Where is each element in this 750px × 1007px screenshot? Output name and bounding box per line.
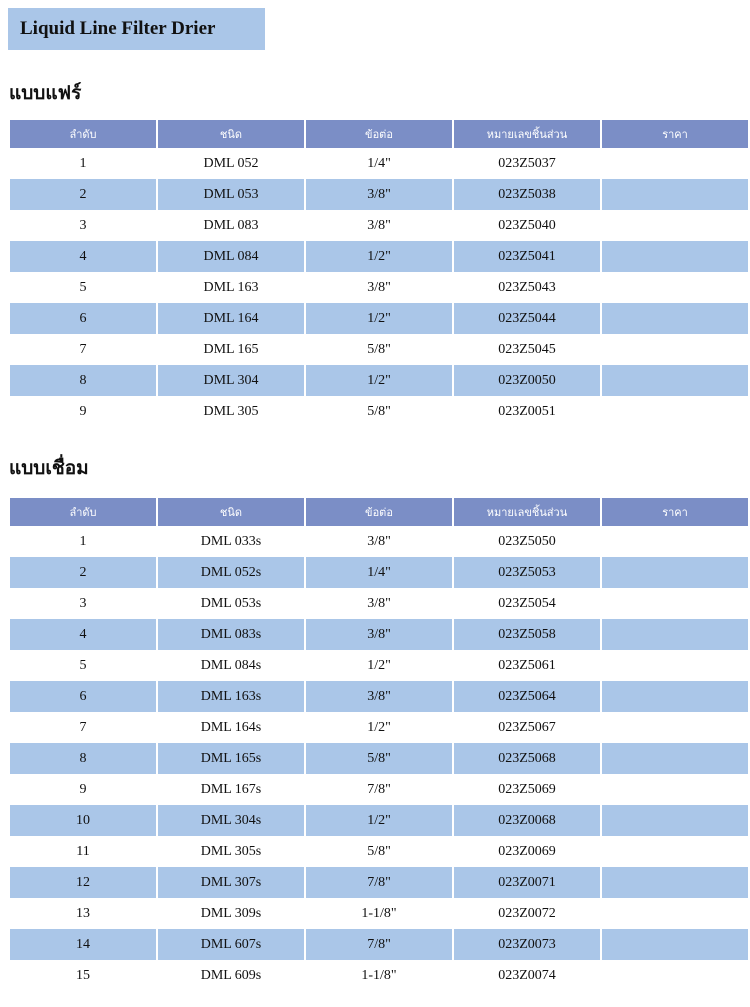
cell-part-number: 023Z0071 xyxy=(454,867,600,898)
cell-connection: 1/4" xyxy=(367,155,391,171)
cell-connection: 7/8" xyxy=(306,867,452,898)
cell-type: DML 163s xyxy=(158,681,304,712)
table-row xyxy=(10,241,748,272)
table-row xyxy=(10,148,748,179)
cell-order: 13 xyxy=(76,905,90,921)
cell-order: 4 xyxy=(10,619,156,650)
cell-connection: 3/8" xyxy=(306,619,452,650)
table-row xyxy=(10,526,748,557)
table-row xyxy=(10,619,748,650)
cell-order: 12 xyxy=(10,867,156,898)
cell-part-number: 023Z5054 xyxy=(498,595,556,611)
cell-connection: 1/2" xyxy=(306,365,452,396)
table-header-row xyxy=(10,120,748,148)
cell-order: 14 xyxy=(10,929,156,960)
col-header-order: ลำดับ xyxy=(10,120,156,148)
cell-type: DML 309s xyxy=(200,905,262,921)
cell-connection: 1/2" xyxy=(306,241,452,272)
table-row xyxy=(10,210,748,241)
col-header-part-number: หมายเลขชิ้นส่วน xyxy=(454,498,600,526)
cell-part-number: 023Z5067 xyxy=(498,719,556,735)
table-row xyxy=(10,898,748,929)
cell-order: 8 xyxy=(10,743,156,774)
cell-type: DML 163 xyxy=(203,279,259,295)
col-header-connection: ข้อต่อ xyxy=(306,498,452,526)
cell-part-number: 023Z5053 xyxy=(454,557,600,588)
cell-connection: 1/2" xyxy=(367,657,391,673)
cell-type: DML 084s xyxy=(200,657,262,673)
cell-type: DML 609s xyxy=(200,967,262,983)
cell-order: 9 xyxy=(79,781,87,797)
cell-part-number: 023Z5041 xyxy=(454,241,600,272)
table-header-row xyxy=(10,498,748,526)
table-row xyxy=(10,588,748,619)
cell-connection: 1/2" xyxy=(367,719,391,735)
col-header-price: ราคา xyxy=(602,120,748,148)
cell-connection: 1/2" xyxy=(306,805,452,836)
table-row xyxy=(10,743,748,774)
col-header-price: ราคา xyxy=(602,498,748,526)
cell-part-number: 023Z0073 xyxy=(454,929,600,960)
cell-connection: 5/8" xyxy=(306,743,452,774)
cell-type: DML 304s xyxy=(158,805,304,836)
table-row xyxy=(10,929,748,960)
cell-connection: 1-1/8" xyxy=(361,905,397,921)
cell-price xyxy=(602,929,748,960)
cell-type: DML 052s xyxy=(158,557,304,588)
cell-type: DML 053 xyxy=(158,179,304,210)
cell-price xyxy=(602,179,748,210)
col-header-order: ลำดับ xyxy=(10,498,156,526)
cell-part-number: 023Z5061 xyxy=(498,657,556,673)
table-row xyxy=(10,960,748,991)
cell-price xyxy=(602,557,748,588)
cell-price xyxy=(602,210,748,241)
cell-price xyxy=(602,148,748,179)
cell-part-number: 023Z5064 xyxy=(454,681,600,712)
table-row xyxy=(10,557,748,588)
cell-order: 6 xyxy=(10,303,156,334)
cell-order: 1 xyxy=(79,155,87,171)
table-row xyxy=(10,712,748,743)
cell-price xyxy=(602,960,748,991)
cell-price xyxy=(602,681,748,712)
cell-price xyxy=(602,650,748,681)
cell-price xyxy=(602,303,748,334)
cell-connection: 5/8" xyxy=(367,403,391,419)
cell-price xyxy=(602,334,748,365)
cell-order: 11 xyxy=(76,843,90,859)
cell-price xyxy=(602,396,748,427)
cell-part-number: 023Z0074 xyxy=(498,967,556,983)
table-row xyxy=(10,805,748,836)
cell-part-number: 023Z0050 xyxy=(454,365,600,396)
brazed-table xyxy=(8,498,750,991)
cell-order: 7 xyxy=(79,719,87,735)
cell-type: DML 164s xyxy=(200,719,262,735)
cell-part-number: 023Z0072 xyxy=(498,905,556,921)
cell-part-number: 023Z5069 xyxy=(498,781,556,797)
cell-price xyxy=(602,619,748,650)
cell-connection: 5/8" xyxy=(367,843,391,859)
cell-part-number: 023Z0069 xyxy=(498,843,556,859)
table-row xyxy=(10,650,748,681)
page-title: Liquid Line Filter Drier xyxy=(8,8,265,50)
cell-part-number: 023Z5058 xyxy=(454,619,600,650)
cell-order: 5 xyxy=(79,279,87,295)
table-row xyxy=(10,303,748,334)
cell-price xyxy=(602,836,748,867)
cell-connection: 3/8" xyxy=(367,217,391,233)
cell-connection: 3/8" xyxy=(367,279,391,295)
cell-type: DML 164 xyxy=(158,303,304,334)
cell-price xyxy=(602,588,748,619)
cell-order: 10 xyxy=(10,805,156,836)
cell-connection: 1/4" xyxy=(306,557,452,588)
cell-type: DML 607s xyxy=(158,929,304,960)
table-row xyxy=(10,334,748,365)
cell-order: 7 xyxy=(79,341,87,357)
flare-section-heading: แบบแฟร์ xyxy=(9,83,82,104)
cell-order: 6 xyxy=(10,681,156,712)
cell-part-number: 023Z0068 xyxy=(454,805,600,836)
cell-order: 3 xyxy=(79,217,87,233)
col-header-type: ชนิด xyxy=(158,120,304,148)
cell-price xyxy=(602,743,748,774)
table-row xyxy=(10,681,748,712)
cell-type: DML 083s xyxy=(158,619,304,650)
cell-part-number: 023Z5068 xyxy=(454,743,600,774)
cell-part-number: 023Z5044 xyxy=(454,303,600,334)
cell-order: 3 xyxy=(79,595,87,611)
cell-order: 4 xyxy=(10,241,156,272)
cell-type: DML 033s xyxy=(200,533,262,549)
cell-part-number: 023Z5040 xyxy=(498,217,556,233)
table-row xyxy=(10,272,748,303)
cell-order: 2 xyxy=(10,557,156,588)
table-row xyxy=(10,396,748,427)
col-header-type: ชนิด xyxy=(158,498,304,526)
table-row xyxy=(10,179,748,210)
cell-type: DML 083 xyxy=(203,217,259,233)
cell-connection: 3/8" xyxy=(367,533,391,549)
cell-connection: 1-1/8" xyxy=(361,967,397,983)
flare-table xyxy=(8,120,750,427)
cell-part-number: 023Z5045 xyxy=(498,341,556,357)
cell-connection: 7/8" xyxy=(306,929,452,960)
cell-type: DML 165s xyxy=(158,743,304,774)
cell-connection: 3/8" xyxy=(306,179,452,210)
cell-connection: 7/8" xyxy=(367,781,391,797)
cell-type: DML 053s xyxy=(200,595,262,611)
cell-price xyxy=(602,272,748,303)
col-header-part-number: หมายเลขชิ้นส่วน xyxy=(454,120,600,148)
table-row xyxy=(10,774,748,805)
cell-part-number: 023Z5037 xyxy=(498,155,556,171)
cell-price xyxy=(602,898,748,929)
cell-type: DML 307s xyxy=(158,867,304,898)
cell-part-number: 023Z5043 xyxy=(498,279,556,295)
cell-order: 5 xyxy=(79,657,87,673)
cell-price xyxy=(602,526,748,557)
cell-order: 8 xyxy=(10,365,156,396)
cell-price xyxy=(602,774,748,805)
cell-part-number: 023Z5050 xyxy=(498,533,556,549)
cell-type: DML 084 xyxy=(158,241,304,272)
cell-type: DML 165 xyxy=(203,341,259,357)
cell-price xyxy=(602,365,748,396)
cell-order: 2 xyxy=(10,179,156,210)
cell-order: 1 xyxy=(79,533,87,549)
cell-type: DML 167s xyxy=(200,781,262,797)
cell-price xyxy=(602,712,748,743)
cell-connection: 3/8" xyxy=(367,595,391,611)
table-row xyxy=(10,365,748,396)
table-row xyxy=(10,836,748,867)
cell-part-number: 023Z0051 xyxy=(498,403,556,419)
cell-type: DML 305s xyxy=(200,843,262,859)
table-row xyxy=(10,867,748,898)
cell-connection: 3/8" xyxy=(306,681,452,712)
cell-type: DML 305 xyxy=(203,403,259,419)
cell-price xyxy=(602,805,748,836)
cell-type: DML 052 xyxy=(203,155,259,171)
cell-price xyxy=(602,241,748,272)
cell-connection: 5/8" xyxy=(367,341,391,357)
cell-order: 15 xyxy=(76,967,90,983)
cell-part-number: 023Z5038 xyxy=(454,179,600,210)
cell-order: 9 xyxy=(79,403,87,419)
cell-connection: 1/2" xyxy=(306,303,452,334)
cell-price xyxy=(602,867,748,898)
brazed-section-heading: แบบเชื่อม xyxy=(9,458,89,479)
cell-type: DML 304 xyxy=(158,365,304,396)
col-header-connection: ข้อต่อ xyxy=(306,120,452,148)
